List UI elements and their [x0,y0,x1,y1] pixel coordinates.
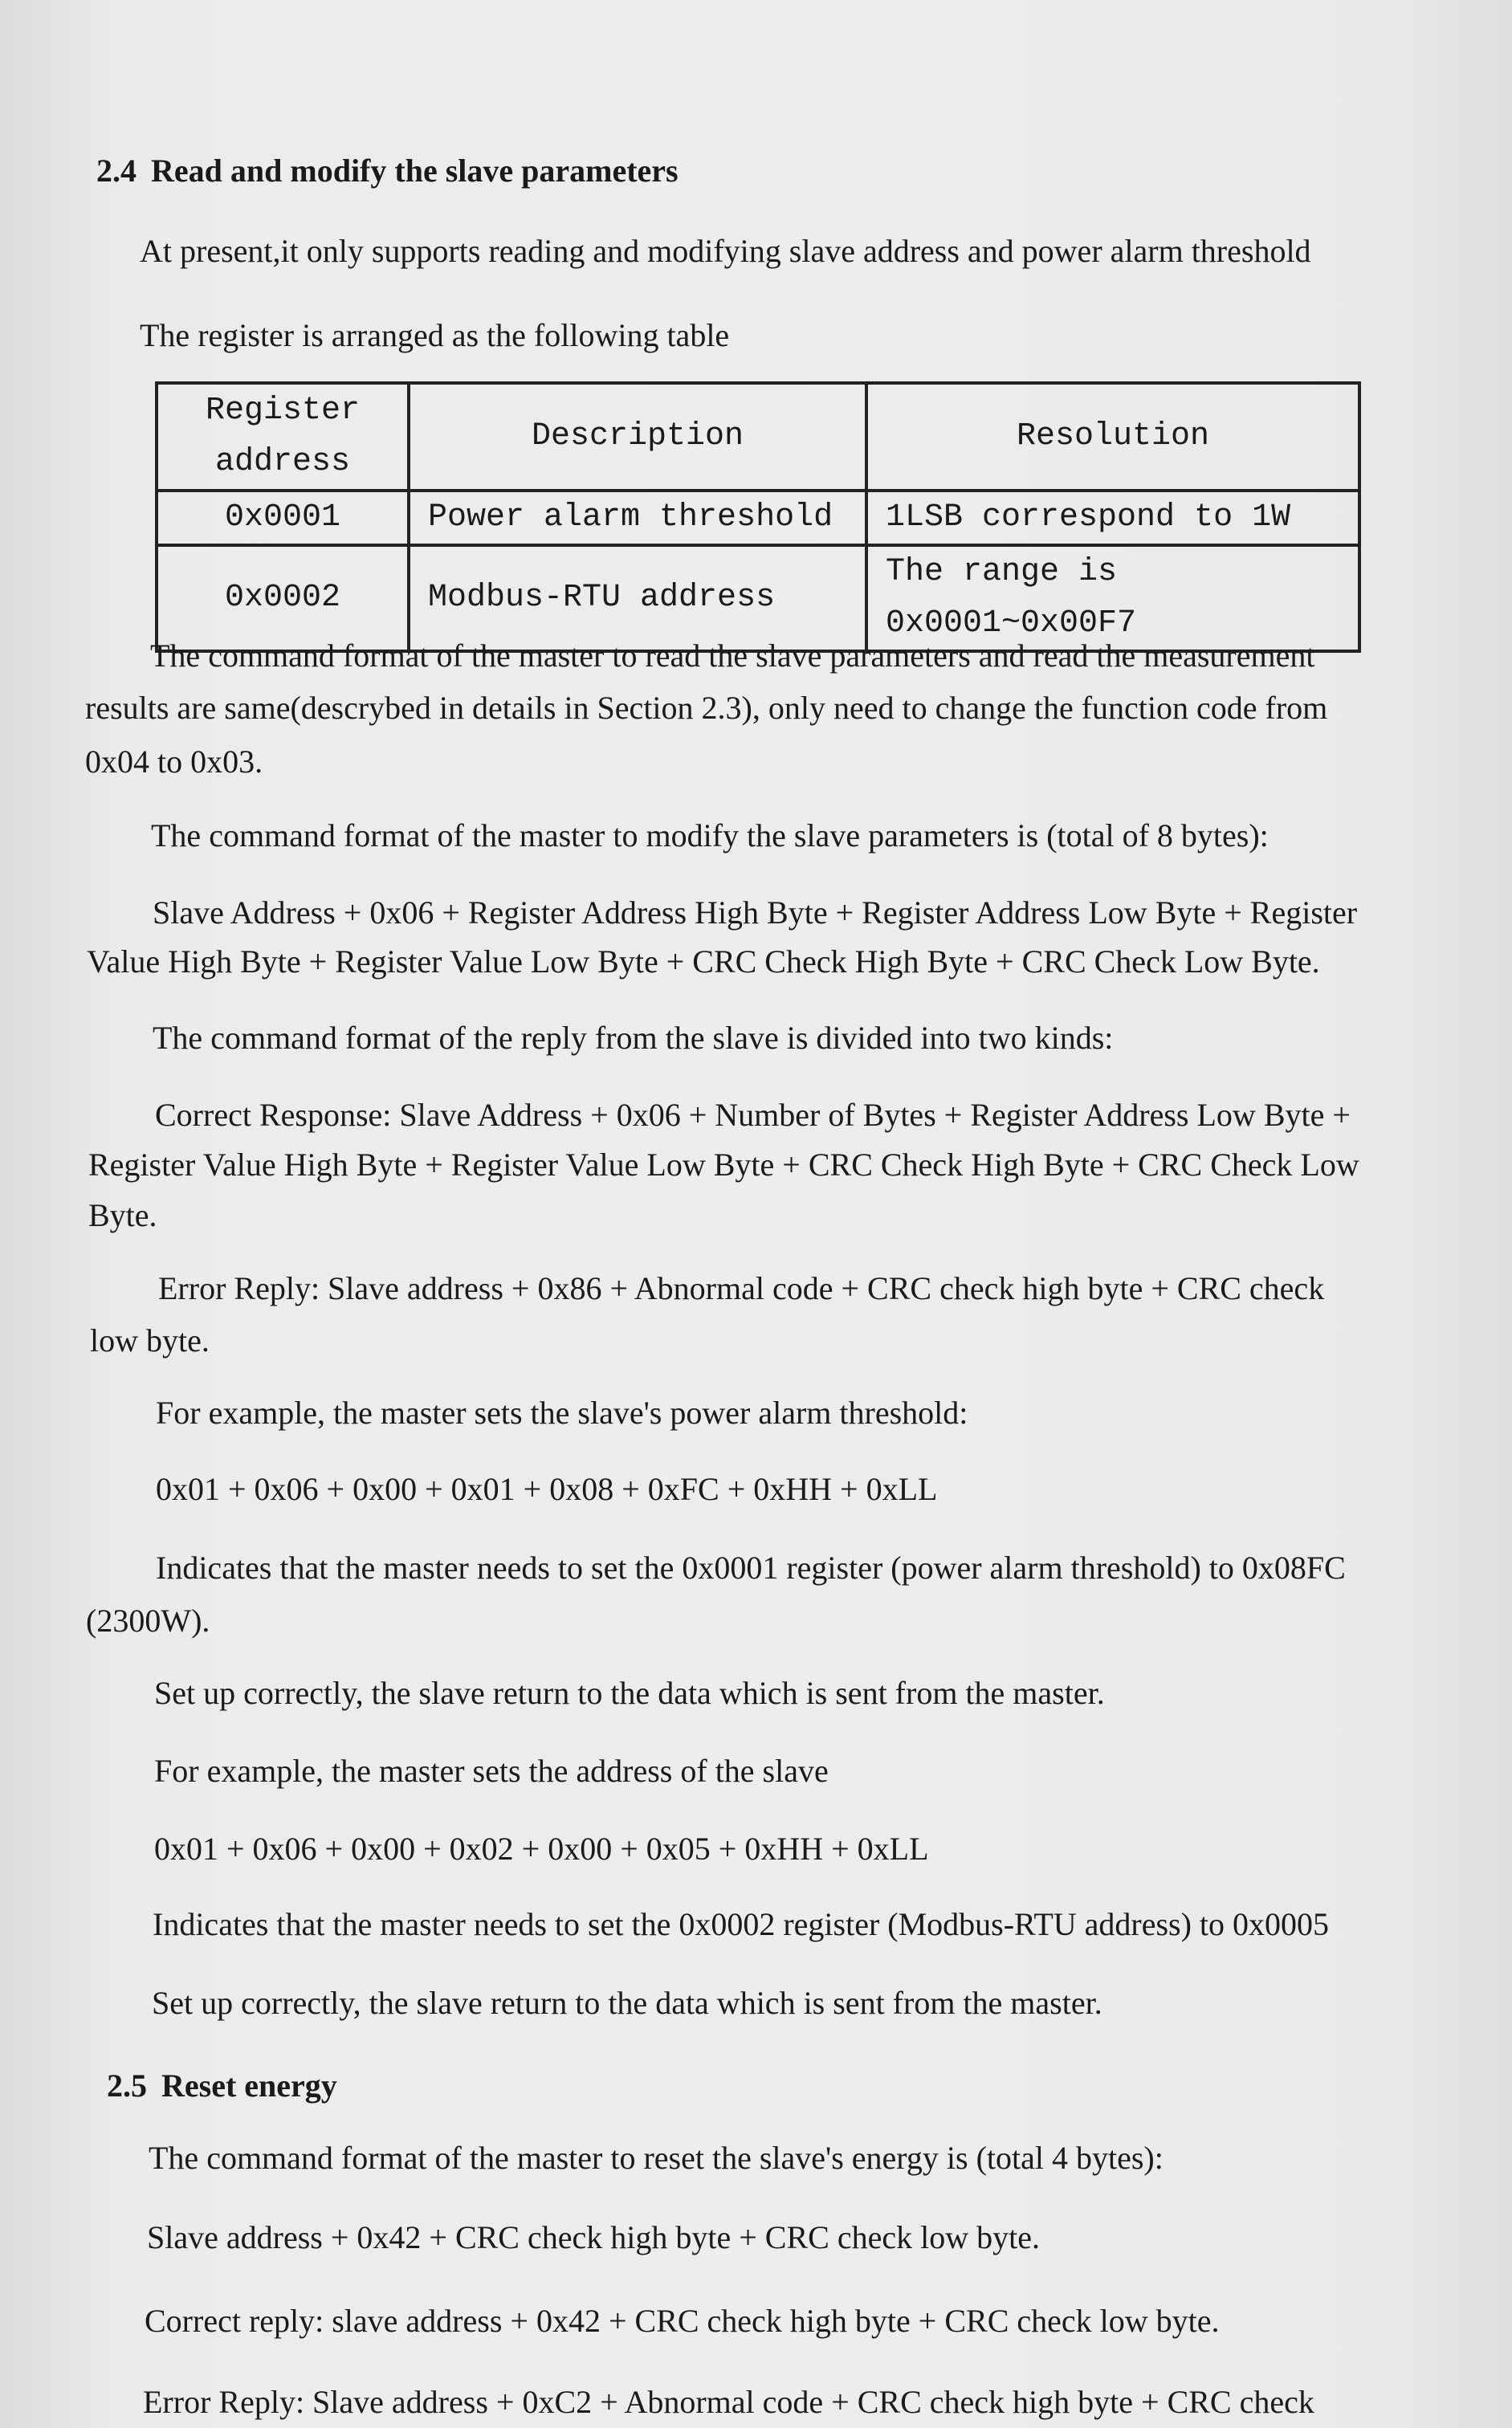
paragraph-example-power-bytes: 0x01 + 0x06 + 0x00 + 0x01 + 0x08 + 0xFC + 0xHH + 0xLL [156,1471,938,1507]
header-register-address: Register address [157,383,409,491]
paragraph-correct-response-line-2: Register Value High Byte + Register Value Low Byte + CRC Check High Byte + CRC Check Low [88,1147,1359,1183]
table-row [157,545,1359,651]
paragraph-setup-correct-1: Set up correctly, the slave return to the data which is sent from the master. [154,1675,1105,1711]
paragraph-correct-response-line-1: Correct Response: Slave Address + 0x06 + Number of Bytes + Register Address Low Byte + [155,1097,1351,1133]
section-2-5-title: Reset energy [161,2067,337,2104]
paragraph-modify-format: The command format of the master to modify the slave parameters is (total of 8 bytes): [151,817,1269,853]
table-header-row [157,383,1359,491]
paragraph-error-reply-line-2: low byte. [90,1322,210,1359]
paragraph-modify-bytes-line-2: Value High Byte + Register Value Low Byte + CRC Check High Byte + CRC Check Low Byte. [87,943,1320,980]
intro-paragraph-2: The register is arranged as the following table [140,317,730,353]
table-cell-address: 0x0001 [157,491,409,545]
paragraph-reset-format: The command format of the master to reset the slave's energy is (total 4 bytes): [149,2140,1164,2176]
paragraph-read-format-line-2: results are same(descrybed in details in Section 2.3), only need to change the function code from [85,690,1328,726]
table-cell-resolution: 1LSB correspond to 1W [866,491,1359,545]
table-cell-description: Power alarm threshold [409,491,866,545]
paragraph-setup-correct-2: Set up correctly, the slave return to the data which is sent from the master. [152,1985,1102,2021]
section-2-4-title: Read and modify the slave parameters [151,153,679,189]
paragraph-error-reply-line-1: Error Reply: Slave address + 0x86 + Abnormal code + CRC check high byte + CRC check [158,1270,1325,1306]
paragraph-reset-error-reply: Error Reply: Slave address + 0xC2 + Abnormal code + CRC check high byte + CRC check [143,2384,1314,2420]
paragraph-example-address: For example, the master sets the address of the slave [154,1753,829,1789]
header-resolution: Resolution [866,383,1359,491]
paragraph-address-indicates: Indicates that the master needs to set the 0x0002 register (Modbus-RTU address) to 0x0005 [153,1906,1330,1942]
section-2-4-number: 2.4 [96,153,137,189]
section-2-5-heading [107,2067,337,2104]
paragraph-correct-response-line-3: Byte. [88,1197,157,1233]
intro-paragraph-1: At present,it only supports reading and modifying slave address and power alarm threshold [140,233,1311,269]
register-table [155,381,1361,653]
table-row [157,491,1359,545]
paragraph-read-format-line-3: 0x04 to 0x03. [85,743,263,780]
table-cell-description: Modbus-RTU address [409,545,866,651]
table-cell-resolution: The range is 0x0001~0x00F7 [866,545,1359,651]
paragraph-power-indicates-line-2: (2300W). [86,1603,210,1639]
table-cell-address: 0x0002 [157,545,409,651]
header-description: Description [409,383,866,491]
paragraph-modify-bytes-line-1: Slave Address + 0x06 + Register Address High Byte + Register Address Low Byte + Register [153,894,1358,931]
paragraph-power-indicates-line-1: Indicates that the master needs to set the 0x0001 register (power alarm threshold) to 0x08FC [156,1550,1346,1586]
paragraph-reset-correct-reply: Correct reply: slave address + 0x42 + CRC check high byte + CRC check low byte. [145,2303,1220,2339]
paragraph-reset-bytes: Slave address + 0x42 + CRC check high byte + CRC check low byte. [147,2219,1040,2255]
paragraph-read-format-line-1: The command format of the master to read the slave parameters and read the measurement [150,638,1315,674]
section-2-4-heading [96,155,679,187]
paragraph-example-address-bytes: 0x01 + 0x06 + 0x00 + 0x02 + 0x00 + 0x05 + 0xHH + 0xLL [154,1831,929,1867]
paragraph-example-power: For example, the master sets the slave's power alarm threshold: [156,1395,968,1431]
paragraph-reply-kinds: The command format of the reply from the slave is divided into two kinds: [153,1020,1114,1056]
section-2-5-number: 2.5 [107,2067,147,2104]
